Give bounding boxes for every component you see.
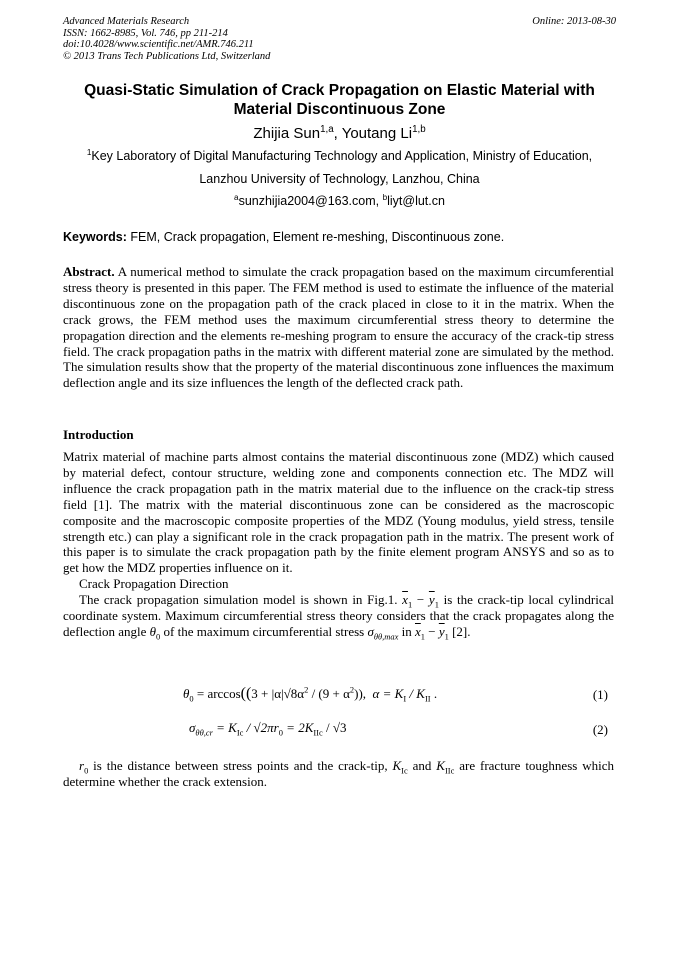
eq2-end: / √3 — [322, 720, 347, 735]
paper-title — [63, 81, 616, 119]
coord-y-sub: 1 — [434, 599, 439, 610]
coord-x-sub: 1 — [407, 599, 413, 610]
email-b: liyt@lut.cn — [387, 194, 445, 208]
equation-1-body: $\theta_0 = \arccos((3 + |\alpha|√8\alpha^2 / (9 + \alpha^2))$, $\alpha = K_I / K_{II}$ . — [183, 684, 438, 704]
eq1-theta: θ — [183, 686, 190, 701]
email-b-sup: b — [382, 192, 388, 202]
introduction-paragraph: Matrix material of machine parts almost contains the material discontinuous zone (MDZ) which caused by material defect, contour structure, welding zone and components connection etc. The MDZ will influence the crack propagation path in the matrix material due to the influence on the crack-tip stress field [1]. The matrix with the material discontinuous zone can be considered as the macroscopic composite and the macroscopic composite properties of the MDZ (Young modulus, yield stress, tensile strength etc.) can play a significant role in the crack propagation path in the matrix. The present work of this paper is to simulate the crack propagation path by the finite element program ANSYS and so as to get how the MDZ properties influence on it. — [63, 449, 614, 576]
author-separator: , — [333, 125, 342, 142]
affiliation-line-2: Lanzhou University of Technology, Lanzhou, China — [199, 172, 480, 186]
final-paragraph — [63, 758, 614, 790]
affiliation-line-1 — [63, 149, 616, 163]
title-line-2: Material Discontinuous Zone — [233, 101, 446, 118]
final-k2: K — [436, 758, 445, 773]
eq1-alpha: α — [372, 686, 380, 701]
title-line-1: Quasi-Static Simulation of Crack Propagation on Elastic Material with — [84, 82, 595, 99]
para2-text-a: The crack propagation simulation model is shown in Fig.1. — [79, 592, 403, 607]
coord-x: $\overline{x}$ — [402, 592, 408, 607]
keywords — [63, 230, 616, 244]
author-2: Youtang Li — [341, 125, 413, 142]
eq2-r-sub: 0 — [278, 727, 283, 738]
abstract — [63, 264, 614, 391]
coord-x2-sub: 1 — [420, 631, 425, 642]
doi: doi:10.4028/www.scientific.net/AMR.746.211 — [63, 39, 254, 50]
coord-y2-sub: 1 — [444, 631, 449, 642]
eq1-arccos: = arccos — [193, 686, 241, 701]
email-a-sup: a — [234, 192, 239, 202]
eq2-sigma: σ — [189, 720, 196, 735]
keywords-label: Keywords: — [63, 230, 127, 244]
eq1-den-sup: 2 — [349, 684, 355, 695]
affiliation-sup: 1 — [86, 147, 92, 157]
equation-2-number: (2) — [592, 722, 608, 737]
sigma-sub: θθ,max — [373, 631, 399, 642]
introduction-heading: Introduction — [63, 427, 134, 442]
email-a: sunzhijia2004@163.com, — [238, 194, 383, 208]
final-text-2: are fracture toughness which determine whether the crack extension. — [63, 758, 614, 789]
crack-propagation-subheading: Crack Propagation Direction — [79, 576, 229, 591]
eq1-end: . — [430, 686, 438, 701]
abstract-text: A numerical method to simulate the crack propagation based on the maximum circumferential stress theory is presented in this paper. The FEM method is used to estimate the influence of the material discontinuous zone on the propagation path of the crack placed in close to it in the matrix. When the crack grows, the FEM method uses the maximum circumferential stress theory to determine the propagation direction and the elements re-meshing program to ensure the accuracy of the crack-tip stress field. The crack propagation paths in the matrix with different material zone are simulated by the method. The simulation results show that the property of the material discontinuous zone influences the maximum deflection angle and its size influences the length of the deflected crack path. — [63, 264, 614, 391]
eq2-eq1: = K — [212, 720, 237, 735]
eq1-alpha-eq: = K — [379, 686, 404, 701]
copyright: © 2013 Trans Tech Publications Ltd, Switzerland — [63, 50, 271, 62]
final-k1-sub: Ic — [401, 765, 408, 776]
author-1-sup: 1,a — [320, 124, 334, 135]
equation-2 — [63, 720, 614, 742]
crack-propagation-paragraph: The crack propagation simulation model is shown in Fig.1. $\overline{x}_1 - \overline{y}_1$ is the crack-tip local cylindrical coordinate system. Maximum circumferential stress theory considers that the crack propagates along the deflection angle $\theta_0$ of the maximum circumferential stress $\sigma_{\theta\theta,max}$ in $\overline{x}_1 - \overline{y}_1$ [2]. — [63, 592, 614, 642]
eq2-mid: / √2πr — [243, 720, 279, 735]
eq1-k2-sub: II — [424, 693, 431, 704]
para2-text-e: [2]. — [448, 623, 471, 639]
keywords-text: FEM, Crack propagation, Element re-meshing, Discontinuous zone. — [126, 230, 505, 244]
eq1-slash: / K — [406, 686, 425, 701]
coord-x-2: $\overline{x}$ — [414, 623, 421, 639]
equation-1-number: (1) — [592, 687, 608, 702]
affiliation-text-1: Key Laboratory of Digital Manufacturing Technology and Application, Ministry of Education, — [91, 149, 593, 163]
journal-header — [63, 16, 616, 62]
final-k2-sub: IIc — [444, 765, 455, 776]
eq2-k-sub1: Ic — [236, 727, 244, 738]
para2-text-c: of the maximum circumferential stress — [160, 623, 368, 639]
equation-2-body — [189, 720, 347, 736]
final-r-sub: 0 — [84, 765, 89, 776]
final-k1: K — [392, 758, 402, 773]
coord-y: $\overline{y}$ — [428, 592, 435, 607]
equation-1 — [63, 685, 614, 707]
eq2-k-sub2: IIc — [313, 727, 323, 738]
final-and: and — [407, 758, 437, 773]
final-text-1: is the distance between stress points and the crack-tip, — [88, 758, 393, 773]
eq2-sigma-sub: θθ,cr — [195, 727, 213, 738]
online-date: Online: 2013-08-30 — [532, 16, 616, 27]
theta-symbol: θ — [149, 623, 157, 639]
para2-text-d: in — [398, 623, 415, 639]
eq1-den: / (9 + α — [308, 686, 350, 701]
authors — [63, 125, 616, 142]
theta-sub: 0 — [156, 631, 161, 642]
issn: ISSN: 1662-8985, Vol. 746, pp 211-214 — [63, 27, 228, 39]
eq1-inner-sup: 2 — [304, 684, 309, 695]
eq1-close: )), — [354, 686, 367, 701]
eq1-inner: 3 + |α|√8α — [251, 686, 305, 701]
coord-y-2: $\overline{y}$ — [438, 623, 445, 639]
journal-name: Advanced Materials Research — [63, 16, 190, 27]
author-1: Zhijia Sun — [253, 125, 321, 142]
emails — [63, 194, 616, 208]
author-2-sup: 1,b — [412, 124, 426, 135]
abstract-label: Abstract. — [63, 264, 115, 279]
eq2-eq2: = 2K — [282, 720, 314, 735]
eq1-theta-sub: 0 — [189, 693, 194, 704]
final-r: r — [79, 758, 85, 773]
para2-text-b: is the crack-tip local cylindrical coordinate system. Maximum circumferential stress theory considers that the crack propagates along the deflection angle — [63, 592, 614, 639]
eq1-k1-sub: I — [403, 693, 407, 704]
sigma-symbol: σ — [367, 623, 374, 639]
